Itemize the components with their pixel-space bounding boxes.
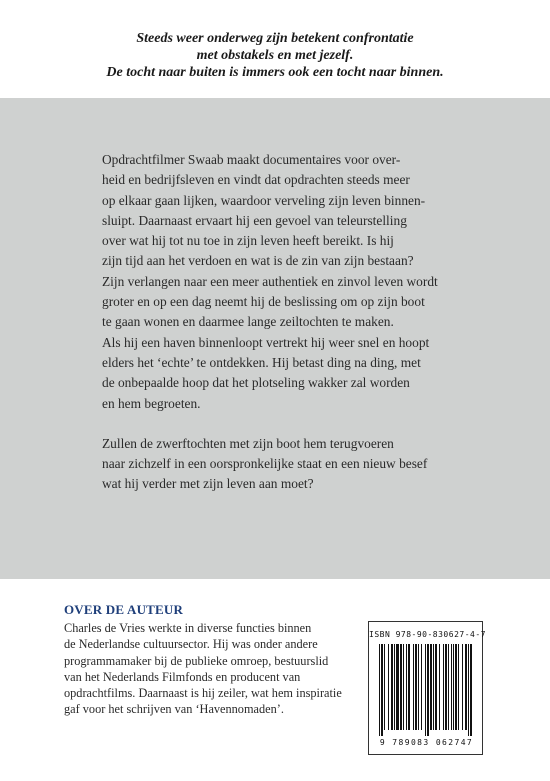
synopsis-text <box>102 150 462 495</box>
barcode-bar <box>379 644 380 736</box>
author-bio-line: programmamaker bij de publieke omroep, bestuurslid <box>64 653 329 668</box>
author-bio-line: gaf voor het schrijven van ‘Havennomaden’. <box>64 702 284 717</box>
synopsis-line: wat hij verder met zijn leven aan moet? <box>102 476 314 492</box>
barcode-bar <box>453 644 454 730</box>
barcode-bar <box>439 644 440 730</box>
barcode-bar <box>462 644 463 730</box>
synopsis-line: groter en op een dag neemt hij de beslissing om op zijn boot <box>102 294 425 310</box>
author-heading: OVER DE AUTEUR <box>64 602 184 617</box>
barcode-bar <box>465 644 467 730</box>
tagline <box>0 30 550 81</box>
synopsis-line: over wat hij tot nu toe in zijn leven heeft bereikt. Is hij <box>102 233 394 249</box>
barcode-bar <box>435 644 437 730</box>
author-bio-line: de Nederlandse cultuursector. Hij was onder andere <box>64 637 318 652</box>
tagline-band <box>0 0 550 98</box>
barcode-bar <box>413 644 414 730</box>
synopsis-line: Zullen de zwerftochten met zijn boot hem terugvoeren <box>102 435 394 451</box>
barcode-bar <box>388 644 389 730</box>
barcode-bar <box>415 644 417 730</box>
barcode-bar <box>421 644 422 730</box>
synopsis-line: te gaan wonen en daarmee lange zeiltochten te maken. <box>102 314 394 330</box>
barcode-bar <box>433 644 434 730</box>
barcode-bar <box>470 644 472 736</box>
barcode-bar <box>458 644 459 730</box>
barcode <box>368 621 486 755</box>
synopsis-line: heid en bedrijfsleven en vindt dat opdrachten steeds meer <box>102 172 410 188</box>
barcode-bar <box>427 644 429 736</box>
synopsis-line: naar zichzelf in een oorspronkelijke staat en een nieuw besef <box>102 456 428 472</box>
barcode-digits: 9 789083 062747 <box>379 738 474 747</box>
barcode-bar <box>445 644 447 730</box>
author-bio <box>64 620 342 718</box>
synopsis-line: Zijn verlangen naar een meer authentiek en zinvol leven wordt <box>102 273 438 289</box>
barcode-bar <box>418 644 419 730</box>
synopsis-line: Als hij een haven binnenloopt vertrekt hij weer snel en hoopt <box>102 334 430 350</box>
barcode-bar <box>443 644 444 730</box>
synopsis-line: Opdrachtfilmer Swaab maakt documentaires voor over- <box>102 152 401 167</box>
barcode-bar <box>403 644 404 730</box>
barcode-bar <box>394 644 395 730</box>
barcode-bar <box>384 644 385 730</box>
author-bio-line: Charles de Vries werkte in diverse functies binnen <box>64 621 312 635</box>
barcode-bar <box>448 644 449 730</box>
synopsis-line: zijn tijd aan het verdoen en wat is de zin van zijn bestaan? <box>102 253 414 269</box>
barcode-bar <box>455 644 457 730</box>
barcode-bar <box>408 644 410 730</box>
synopsis-line: en hem begroeten. <box>102 395 201 411</box>
isbn-label: ISBN 978-90-830627-4-7 <box>369 630 486 639</box>
barcode-bar <box>425 644 426 736</box>
barcode-bar <box>430 644 432 730</box>
barcode-bar <box>391 644 393 730</box>
barcode-bar <box>381 644 383 736</box>
barcode-bar <box>400 644 402 730</box>
barcode-bar <box>468 644 469 736</box>
author-bio-line: van het Nederlands Filmfonds en producent van <box>64 669 301 684</box>
author-bio-line: opdrachtfilms. Daarnaast is hij zeiler, wat hem inspiratie <box>64 686 342 701</box>
barcode-bar <box>406 644 407 730</box>
synopsis-line: sluipt. Daarnaast ervaart hij een gevoel van teleurstelling <box>102 212 407 228</box>
tagline-line: De tocht naar buiten is immers ook een tocht naar binnen. <box>106 65 444 80</box>
barcode-bar <box>396 644 399 730</box>
barcode-bars <box>379 644 472 736</box>
tagline-line: met obstakels en met jezelf. <box>196 48 354 63</box>
tagline-line: Steeds weer onderweg zijn betekent confrontatie <box>136 31 414 46</box>
synopsis-line: elders het ‘echte’ te ontdekken. Hij betast ding na ding, met <box>102 354 421 370</box>
barcode-bar <box>451 644 452 730</box>
synopsis-line: de onbepaalde hoop dat het plotseling wakker zal worden <box>102 375 410 391</box>
synopsis-line: op elkaar gaan lijken, waardoor verveling zijn leven binnen- <box>102 192 426 208</box>
